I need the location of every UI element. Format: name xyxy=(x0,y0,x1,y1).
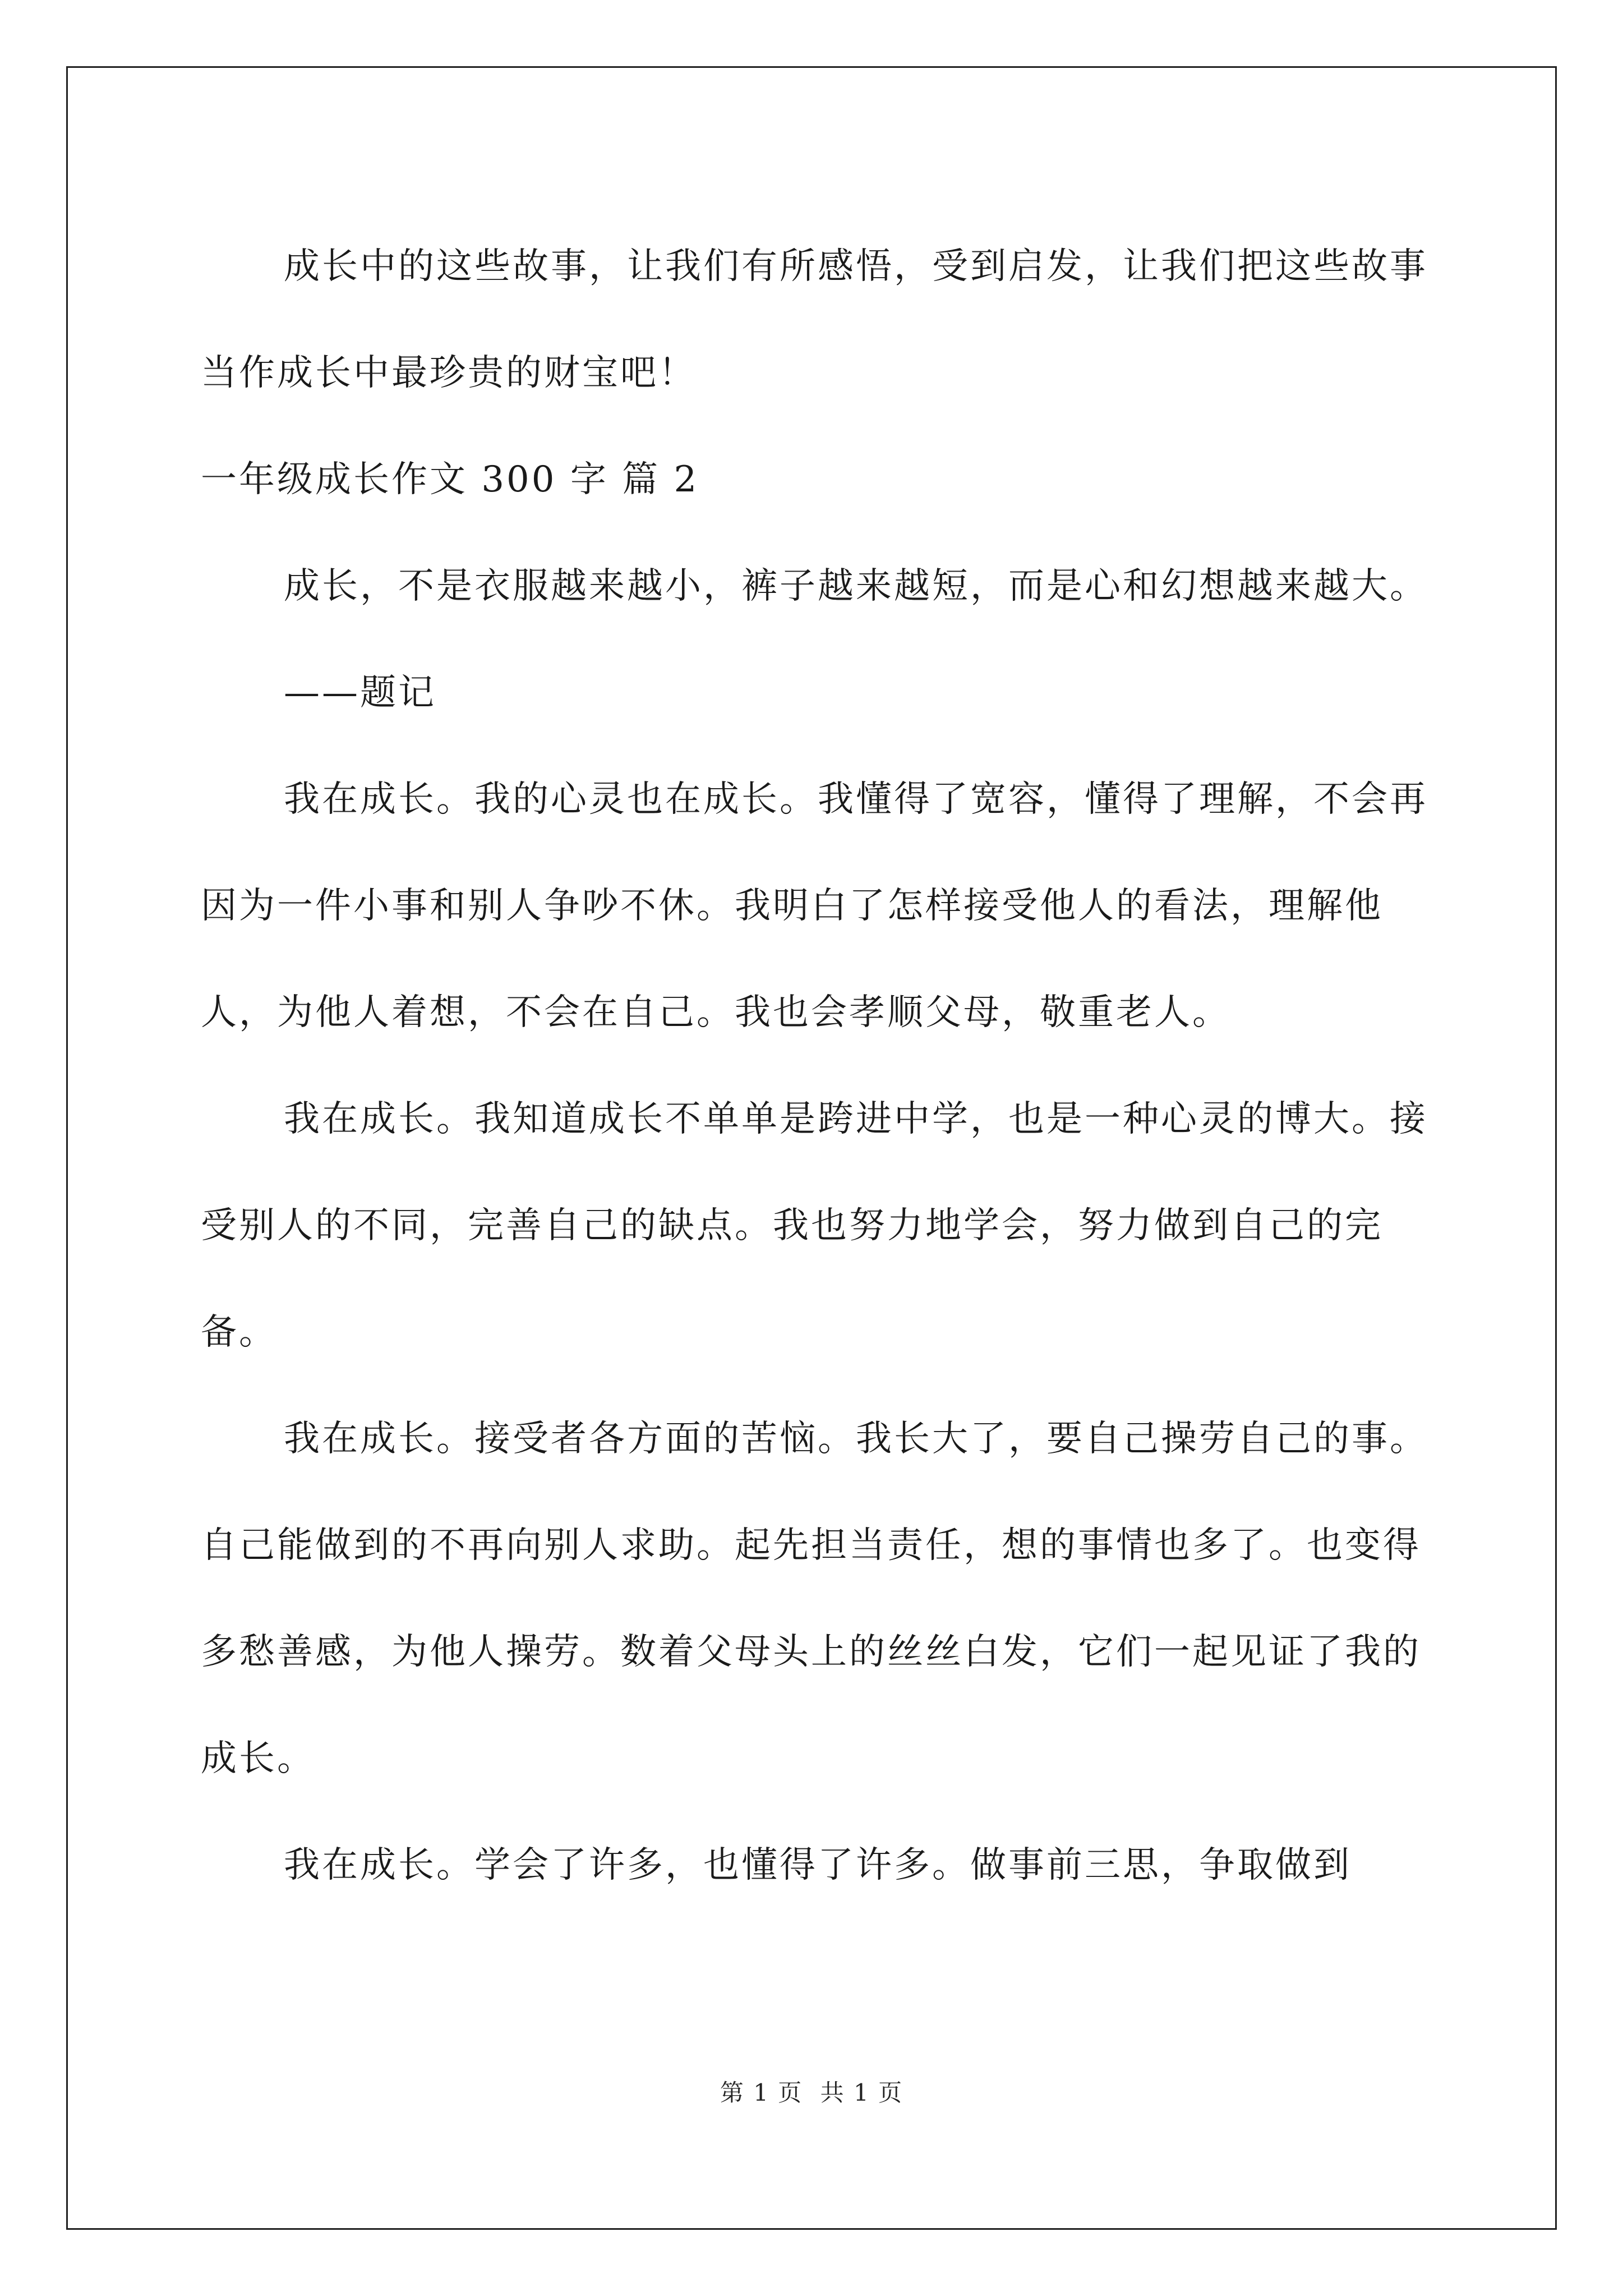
epigraph-attribution: ——题记 xyxy=(284,672,436,714)
paragraph: 我在成长。我的心灵也在成长。我懂得了宽容，懂得了理解，不会再因为一件小事和别人争吵不休。我明白了怎样接受他人的看法，理解他人，为他人着想，不会在自己。我也会孝顺父母，敬重老人。 xyxy=(201,779,1428,1033)
paragraph: 成长中的这些故事，让我们有所感悟，受到启发，让我们把这些故事当作成长中最珍贵的财宝吧！ xyxy=(201,246,1428,394)
paragraph: 我在成长。学会了许多，也懂得了许多。做事前三思，争取做到 xyxy=(284,1844,1352,1886)
paragraph: 我在成长。接受者各方面的苦恼。我长大了，要自己操劳自己的事。自己能做到的不再向别人求助。起先担当责任，想的事情也多了。也变得多愁善感，为他人操劳。数着父母头上的丝丝白发，它们一起见证了我的成长。 xyxy=(201,1418,1428,1779)
page-footer xyxy=(0,2074,1623,2108)
paragraph: 我在成长。我知道成长不单单是跨进中学，也是一种心灵的博大。接受别人的不同，完善自己的缺点。我也努力地学会，努力做到自己的完备。 xyxy=(201,1098,1428,1353)
page-total: 共 1 页 xyxy=(820,2079,903,2106)
paragraph: 成长，不是衣服越来越小，裤子越来越短，而是心和幻想越来越大。 xyxy=(284,565,1428,607)
section-heading: 一年级成长作文 300 字 篇 2 xyxy=(201,459,699,500)
page-number: 第 1 页 xyxy=(720,2079,803,2106)
document-body xyxy=(201,213,1429,1918)
